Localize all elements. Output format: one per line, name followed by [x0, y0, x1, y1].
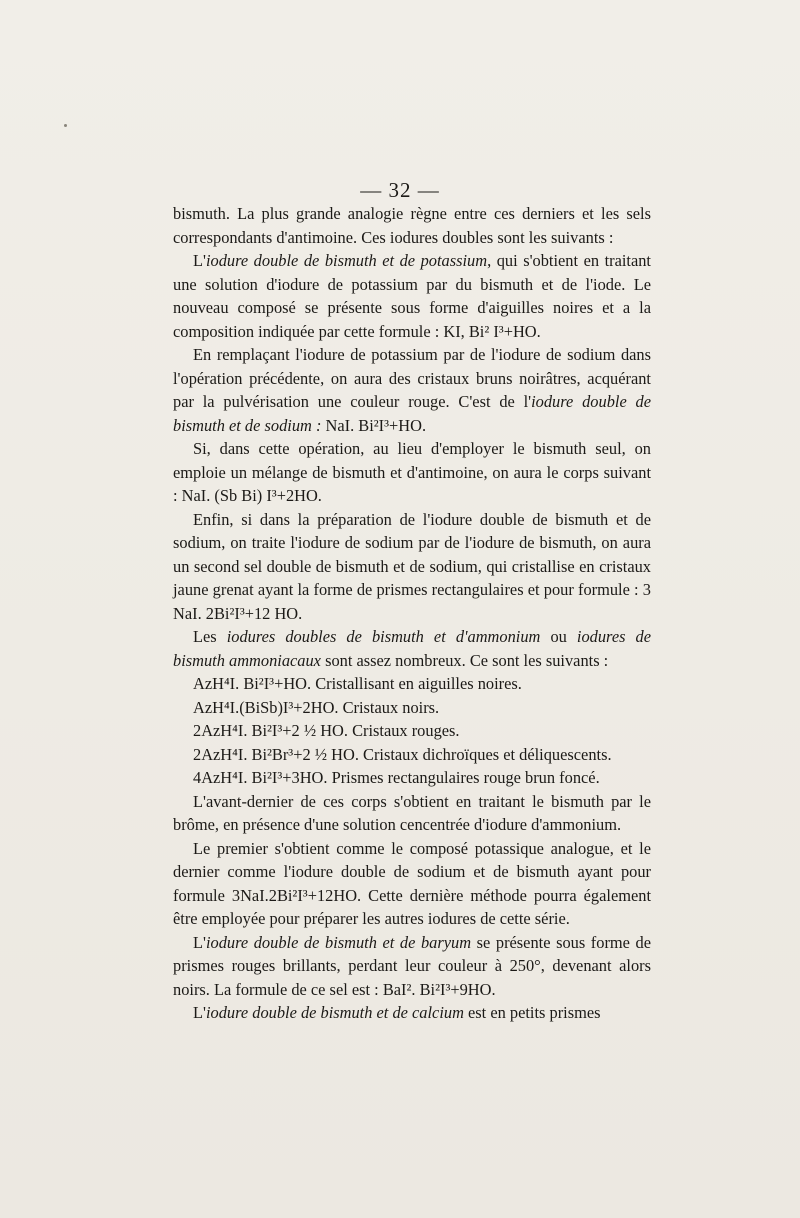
paragraph-second-salt: Enfin, si dans la préparation de l'iodure double de bismuth et de sodium, on traite l'iodure de sodium par de l'iodure de bismuth, on aura un second sel double de bismuth et de sodium, qui cristallise en cristaux jaune grenat ayant la forme de prismes rectangulaires et pour formule : 3 NaI. 2Bi²I³+12 HO.	[173, 509, 651, 623]
paragraph-ammonium	[173, 625, 651, 672]
paragraph-potassium-lead: L'	[193, 251, 206, 270]
paragraph-barium-text: se présente sous forme de prismes rouges brillants, perdant leur couleur à 250°, devenant alors noirs. La formule de ce sel est : BaI². Bi²I³+9HO.	[173, 932, 651, 999]
compound-line: 4AzH⁴I. Bi²I³+3HO. Prismes rectangulaires rouge brun foncé.	[193, 768, 600, 787]
compound-line: AzH⁴I.(BiSb)I³+2HO. Cristaux noirs.	[193, 697, 440, 717]
term-ammoniacaux: iodures de bismuth ammoniacaux	[173, 627, 652, 670]
paragraph-ammonium-lead: Les	[193, 627, 227, 646]
paragraph-calcium-lead: L'	[193, 1003, 206, 1022]
paragraph-antimony: Si, dans cette opération, au lieu d'employer le bismuth seul, on emploie un mélange de bismuth et d'antimoine, on aura le corps suivant : NaI. (Sb Bi) I³+2HO.	[173, 439, 651, 505]
term-barium: iodure double de bismuth et de baryum	[205, 932, 472, 952]
compound-line: 2AzH⁴I. Bi²Br³+2 ½ HO. Cristaux dichroïques et déliquescents.	[193, 744, 612, 764]
paragraph-sodium-text: En remplaçant l'iodure de potassium par de l'iodure de sodium dans l'opération précédente, on aura des cristaux bruns noirâtres, acquérant par la pulvérisation une couleur rouge. C'est de l'	[173, 345, 651, 411]
term-ammonium: iodures doubles de bismuth et d'ammonium	[226, 627, 541, 646]
paragraph-bromine: L'avant-dernier de ces corps s'obtient en traitant le bismuth par le brôme, en présence d'une solution cencentrée d'iodure d'ammonium.	[173, 791, 651, 834]
paragraph-calcium	[173, 1001, 651, 1025]
term-calcium: iodure double de bismuth et de calcium	[205, 1003, 464, 1022]
paragraph-ammonium-mid: ou	[540, 627, 577, 646]
compound-line: AzH⁴I. Bi²I³+HO. Cristallisant en aiguilles noires.	[193, 674, 522, 693]
term-potassium: iodure double de bismuth et de potassium	[205, 251, 488, 270]
page-number: — 32 —	[360, 178, 440, 202]
paragraph-first-compound: Le premier s'obtient comme le composé potassique analogue, et le dernier comme l'iodure double de sodium et de bismuth ayant pour formule 3NaI.2Bi²I³+12HO. Cette dernière méthode pourra également être employée pour préparer les autres iodures de cette série.	[173, 838, 651, 928]
paragraph-barium	[173, 931, 651, 1002]
paragraph-potassium-text: , qui s'obtient en traitant une solution d'iodure de potassium par du bismuth et de l'iode. Le nouveau composé se présente sous forme d'aiguilles noires et a la composition indiquée par cette formule : KI, Bi² I³+HO.	[173, 251, 651, 341]
body-text	[173, 202, 651, 1025]
term-sodium: iodure double de bismuth et de sodium :	[173, 392, 651, 435]
formula-sodium: NaI. Bi²I³+HO.	[321, 415, 427, 435]
paragraph-1: bismuth. La plus grande analogie règne entre ces derniers et les sels correspondants d'antimoine. Ces iodures doubles sont les suivants :	[173, 204, 651, 247]
paragraph-calcium-text: est en petits prismes	[463, 1003, 601, 1022]
paragraph-barium-lead: L'	[193, 932, 206, 952]
compound-line: 2AzH⁴I. Bi²I³+2 ½ HO. Cristaux rouges.	[193, 721, 460, 740]
paragraph-potassium	[173, 249, 651, 343]
paragraph-ammonium-text: sont assez nombreux. Ce sont les suivants :	[320, 650, 609, 670]
paragraph-sodium	[173, 343, 651, 437]
paper-speck	[64, 124, 67, 127]
